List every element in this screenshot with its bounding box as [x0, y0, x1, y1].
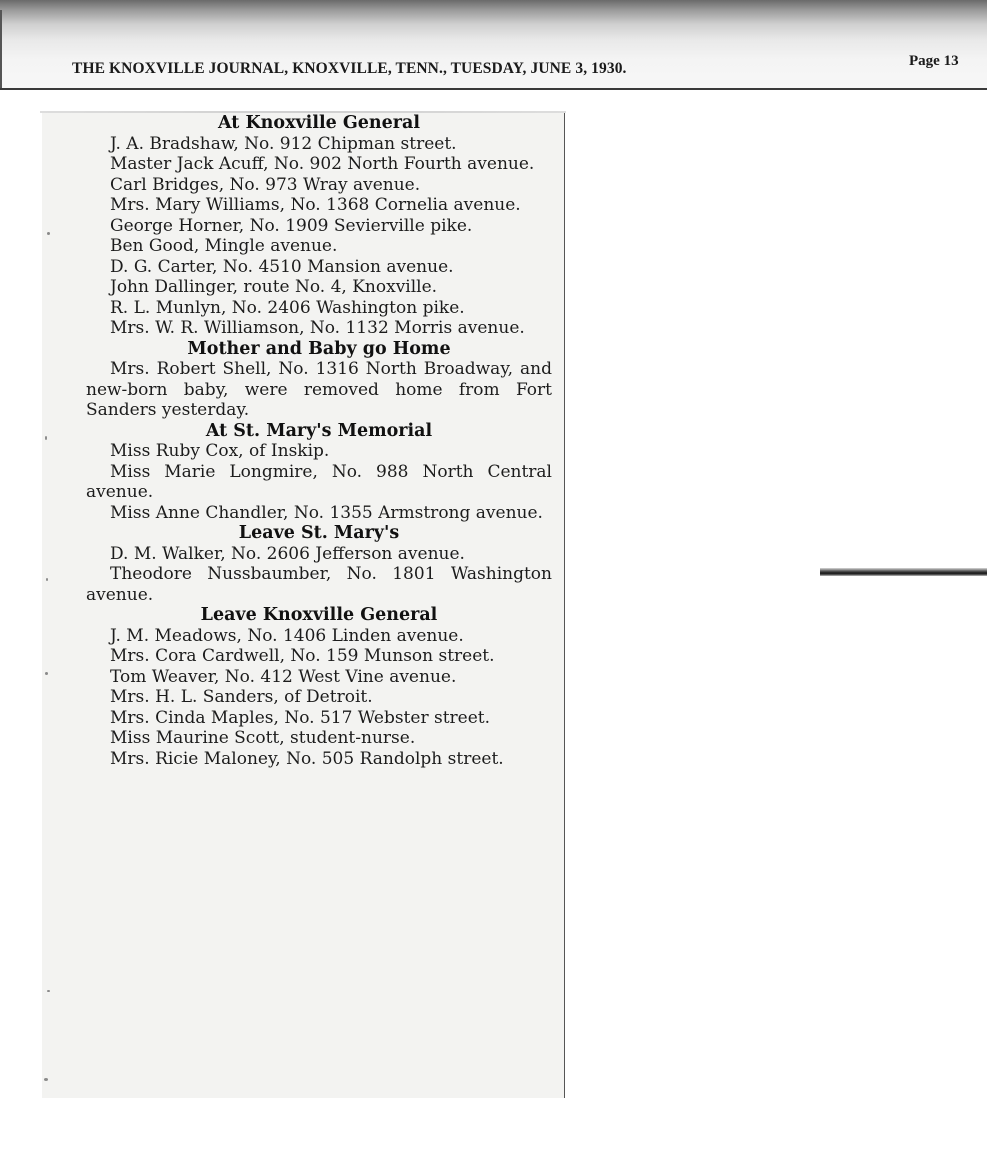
adjacent-column-rule	[820, 568, 987, 576]
entry: D. G. Carter, No. 4510 Mansion avenue.	[110, 256, 454, 277]
section-leave-st-marys	[86, 523, 552, 605]
entry: Miss Maurine Scott, student-nurse.	[110, 728, 416, 748]
masthead: THE KNOXVILLE JOURNAL, KNOXVILLE, TENN., TUESDAY, JUNE 3, 1930.	[72, 60, 627, 77]
entry: Mrs. W. R. Williamson, No. 1132 Morris avenue.	[110, 318, 525, 338]
section-at-knoxville-general	[86, 113, 552, 339]
entry: Mrs. Ricie Maloney, No. 505 Randolph street.	[110, 748, 504, 769]
entry: J. A. Bradshaw, No. 912 Chipman street.	[110, 133, 457, 154]
paper-speck	[45, 672, 48, 675]
paper-speck	[45, 436, 47, 440]
page-number: Page 13	[909, 53, 959, 69]
section-at-st-marys-memorial	[86, 421, 552, 524]
entry: D. M. Walker, No. 2606 Jefferson avenue.	[110, 543, 465, 564]
section-heading: At St. Mary's Memorial	[205, 420, 433, 441]
entry: Mrs. Robert Shell, No. 1316 North Broadway, and new-born baby, were removed home from Fort Sanders yesterday.	[86, 359, 552, 420]
entry: Mrs. Cora Cardwell, No. 159 Munson street.	[110, 646, 495, 666]
paper-speck	[44, 1078, 48, 1081]
entry: Miss Anne Chandler, No. 1355 Armstrong avenue.	[110, 502, 543, 523]
entry: Master Jack Acuff, No. 902 North Fourth avenue.	[110, 154, 535, 174]
section-heading: Leave St. Mary's	[238, 523, 400, 543]
header-rule	[0, 88, 987, 90]
entry: Tom Weaver, No. 412 West Vine avenue.	[110, 666, 457, 687]
entry: J. M. Meadows, No. 1406 Linden avenue.	[110, 625, 464, 646]
entry: Mrs. H. L. Sanders, of Detroit.	[110, 687, 373, 707]
section-heading: Mother and Baby go Home	[187, 338, 451, 359]
section-heading: Leave Knoxville General	[200, 605, 438, 625]
entry: Carl Bridges, No. 973 Wray avenue.	[110, 174, 421, 195]
section-heading: At Knoxville General	[218, 113, 420, 133]
hospital-notes-column	[86, 113, 552, 769]
paper-speck	[47, 990, 50, 992]
entry: George Horner, No. 1909 Sevierville pike.	[110, 215, 473, 236]
section-leave-knoxville-general	[86, 605, 552, 769]
entry: Mrs. Mary Williams, No. 1368 Cornelia avenue.	[110, 195, 521, 215]
entry: Mrs. Cinda Maples, No. 517 Webster street.	[110, 707, 491, 728]
paper-speck	[47, 232, 50, 235]
entry: Miss Ruby Cox, of Inskip.	[110, 441, 330, 461]
paper-speck	[46, 578, 48, 581]
entry: Ben Good, Mingle avenue.	[110, 236, 338, 256]
entry: John Dallinger, route No. 4, Knoxville.	[110, 277, 438, 297]
entry: Miss Marie Longmire, No. 988 North Central avenue.	[86, 461, 552, 502]
header-left-edge	[0, 10, 2, 88]
entry: Theodore Nussbaumber, No. 1801 Washington avenue.	[86, 564, 552, 605]
section-mother-and-baby	[86, 339, 552, 421]
entry: R. L. Munlyn, No. 2406 Washington pike.	[110, 297, 465, 318]
